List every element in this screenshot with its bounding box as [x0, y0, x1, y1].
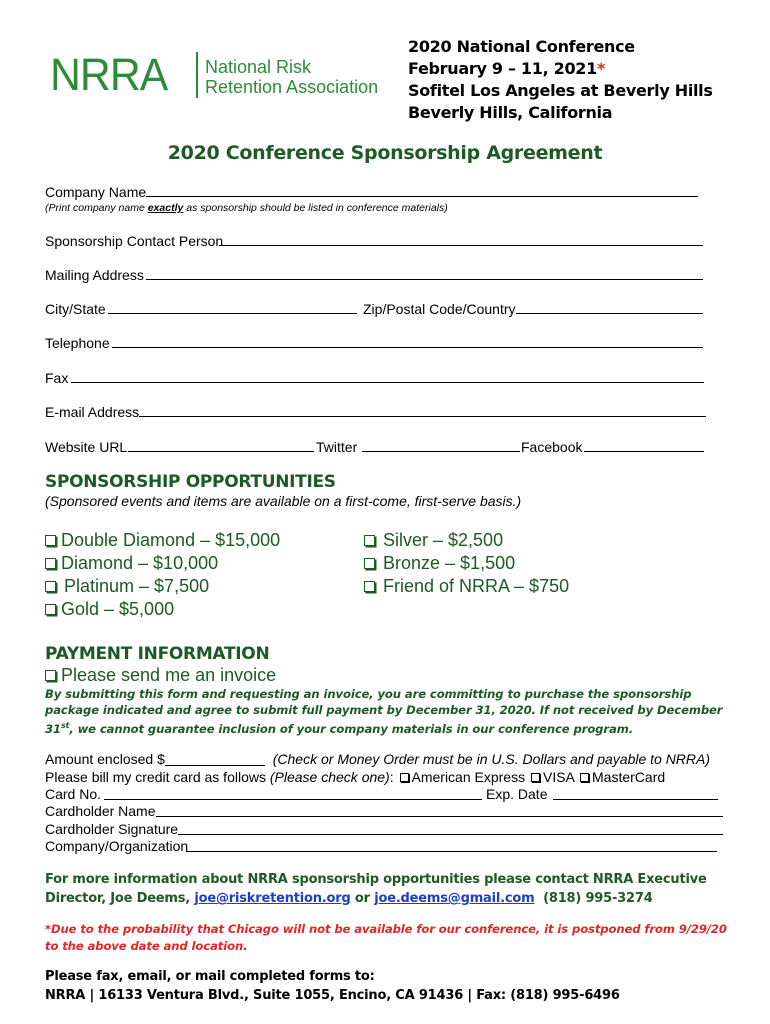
conference-dates-line: [408, 58, 713, 80]
invoice-option[interactable]: [45, 664, 276, 687]
footer: [45, 967, 620, 1005]
agreement-title: 2020 Conference Sponsorship Agreement: [167, 142, 603, 164]
amount-note: (Check or Money Order must be in U.S. Dollars and payable to NRRA): [272, 751, 711, 767]
commit-post: , we cannot guarantee inclusion of your company materials in our conference program.: [69, 721, 634, 736]
option-label: Double Diamond – $15,000: [61, 530, 281, 550]
note-emphasis: exactly: [147, 202, 184, 214]
amex-checkbox[interactable]: [400, 773, 409, 782]
company-org-label: Company/Organization: [45, 838, 189, 854]
commit-line-3: [45, 718, 735, 737]
amount-label: Amount enclosed $: [45, 751, 165, 767]
conference-city: Beverly Hills, California: [408, 103, 613, 122]
exp-date-label: Exp. Date: [486, 786, 548, 802]
footer-address: NRRA | 16133 Ventura Blvd., Suite 1055, Encino, CA 91436 | Fax: (818) 995-6496: [45, 988, 620, 1003]
payment-title: PAYMENT INFORMATION: [45, 644, 270, 664]
bill-label: Please bill my credit card as follows: [45, 769, 270, 785]
amex-label: American Express: [411, 769, 526, 785]
bill-note: (Please check one): [269, 769, 390, 785]
checkbox-icon[interactable]: [364, 558, 375, 569]
company-name-label: Company Name: [45, 184, 147, 200]
checkbox-icon[interactable]: [45, 535, 56, 546]
option-label: Gold – $5,000: [61, 599, 175, 619]
option-friend[interactable]: [364, 575, 569, 598]
logo-divider: [196, 52, 198, 98]
contact-info: [45, 870, 707, 908]
checkbox-icon[interactable]: [45, 604, 56, 615]
sponsorship-left-column: [45, 529, 280, 621]
logo-line-2: Retention Association: [205, 77, 379, 97]
option-diamond[interactable]: [45, 552, 280, 575]
commit-st: st: [60, 721, 70, 730]
city-state-field[interactable]: [108, 300, 357, 314]
card-no-label: Card No.: [45, 786, 102, 802]
commit-line-1: By submitting this form and requesting an invoice, you are committing to purchase the sponsorship: [45, 687, 692, 701]
fax-field[interactable]: [71, 369, 704, 383]
option-gold[interactable]: [45, 598, 280, 621]
twitter-field[interactable]: [362, 438, 520, 452]
exp-date-field[interactable]: [553, 786, 718, 800]
contact-or: or: [350, 891, 375, 906]
note-post: as sponsorship should be listed in conference materials): [183, 202, 448, 214]
conference-dates: February 9 – 11, 2021: [408, 59, 597, 78]
option-label: Friend of NRRA – $750: [383, 576, 570, 596]
logo-line-1: National Risk: [205, 57, 312, 77]
city-state-label: City/State: [45, 301, 106, 317]
checkbox-icon[interactable]: [364, 581, 375, 592]
amount-field[interactable]: [165, 753, 265, 766]
email-link-primary[interactable]: joe@riskretention.org: [194, 891, 351, 906]
zip-country-label: Zip/Postal Code/Country: [363, 301, 516, 317]
conference-title: 2020 National Conference: [408, 37, 635, 56]
option-bronze[interactable]: [364, 552, 569, 575]
twitter-label: Twitter: [316, 439, 358, 455]
sponsorship-title: SPONSORSHIP OPPORTUNITIES: [45, 472, 336, 492]
option-label: Platinum – $7,500: [64, 576, 210, 596]
website-field[interactable]: [128, 438, 314, 452]
sponsorship-note: (Sponsored events and items are available on a first-come, first-serve basis.): [45, 493, 522, 509]
bill-line: [45, 769, 665, 786]
cardholder-name-label: Cardholder Name: [45, 803, 156, 819]
email-label: E-mail Address: [45, 404, 140, 420]
cardholder-signature-label: Cardholder Signature: [45, 821, 179, 837]
commitment-text: [45, 686, 735, 737]
telephone-field[interactable]: [112, 334, 703, 348]
postpone-line-1: *Due to the probability that Chicago will not be available for our conference, it is postponed from 9/29/20: [45, 922, 727, 936]
conference-asterisk: *: [596, 59, 606, 78]
footer-line-1: Please fax, email, or mail completed forms to:: [45, 969, 375, 984]
logo-org-name: [205, 57, 378, 97]
contact-line-2: [45, 889, 707, 908]
visa-label: VISA: [542, 769, 575, 785]
contact-person-field[interactable]: [219, 232, 703, 246]
email-field[interactable]: [139, 403, 706, 417]
company-org-field[interactable]: [186, 838, 717, 852]
nrra-logo-letters: NRRA: [50, 49, 168, 100]
checkbox-icon[interactable]: [45, 670, 56, 681]
option-label: Silver – $2,500: [383, 530, 504, 550]
conference-info: [408, 36, 713, 124]
postpone-note: [45, 921, 727, 955]
card-no-field[interactable]: [104, 786, 482, 800]
website-label: Website URL: [45, 439, 128, 455]
option-label: Bronze – $1,500: [383, 553, 516, 573]
facebook-field[interactable]: [584, 438, 704, 452]
fax-label: Fax: [45, 370, 69, 386]
bill-colon: :: [389, 769, 394, 785]
mastercard-checkbox[interactable]: [580, 773, 589, 782]
facebook-label: Facebook: [521, 439, 583, 455]
cardholder-name-field[interactable]: [156, 803, 723, 817]
option-label: Diamond – $10,000: [61, 553, 219, 573]
mastercard-label: MasterCard: [592, 769, 666, 785]
cardholder-signature-field[interactable]: [178, 821, 723, 835]
mailing-address-field[interactable]: [146, 266, 703, 280]
option-platinum[interactable]: [45, 575, 280, 598]
commit-31: 31: [45, 721, 61, 736]
option-double-diamond[interactable]: [45, 529, 280, 552]
contact-director: Director, Joe Deems,: [45, 891, 195, 906]
company-name-field[interactable]: [146, 183, 698, 197]
commit-line-2: package indicated and agree to submit full payment by December 31, 2020. If not received by December: [45, 703, 723, 717]
contact-phone: (818) 995-3274: [534, 891, 653, 906]
telephone-label: Telephone: [45, 335, 110, 351]
visa-checkbox[interactable]: [531, 773, 540, 782]
note-pre: (Print company name: [45, 202, 148, 214]
contact-line-1: For more information about NRRA sponsorship opportunities please contact NRRA Executive: [45, 872, 707, 887]
email-link-secondary[interactable]: joe.deems@gmail.com: [374, 891, 535, 906]
checkbox-icon[interactable]: [45, 558, 56, 569]
postpone-line-2: to the above date and location.: [45, 939, 248, 953]
amount-line: [45, 751, 710, 768]
invoice-label: Please send me an invoice: [61, 665, 277, 685]
zip-country-field[interactable]: [516, 300, 703, 314]
company-name-note: [45, 202, 448, 214]
checkbox-icon[interactable]: [364, 535, 375, 546]
contact-person-label: Sponsorship Contact Person: [45, 233, 224, 249]
option-silver[interactable]: [364, 529, 569, 552]
sponsorship-right-column: [364, 529, 569, 598]
mailing-address-label: Mailing Address: [45, 267, 144, 283]
checkbox-icon[interactable]: [45, 581, 56, 592]
conference-venue: Sofitel Los Angeles at Beverly Hills: [408, 81, 713, 100]
